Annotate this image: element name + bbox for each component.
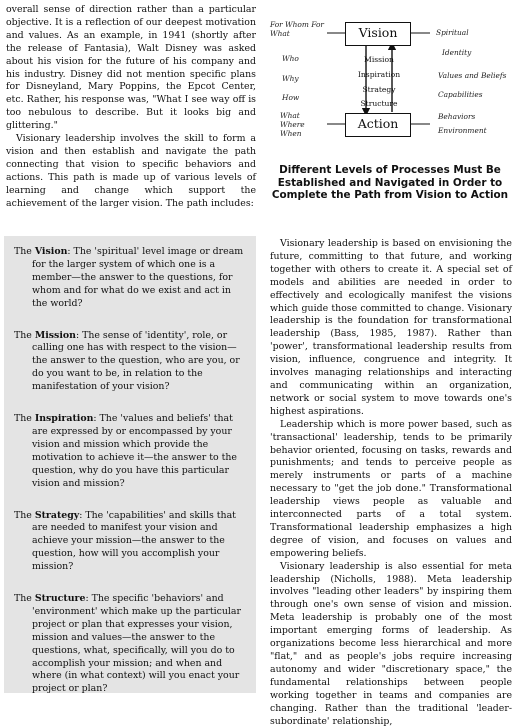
left-paragraph-2: Visionary leadership involves the skill to form a vision and then establish and navigate the path connecting that vision to specific behaviors and actions. This path is made up of various levels of learning and change which support the achievement of the larger vision. The path includes: [6, 133, 256, 209]
right-paragraph-2: Leadership which is more power based, such as 'transactional' leadership, tends to be primarily behavior oriented, focusing on tasks, rewards and punishments; and tends to perceive people as merely instruments or parts of a machine necessary to "get the job done." Transformational leadership views people as valuable and interconnected parts of a total system. Transformational leadership emphasizes a high degree of vision, and focuses on values and empowering beliefs. [270, 418, 512, 559]
vision-box: Vision [345, 22, 411, 46]
def-vision: : The 'spiritual' level image or dream for the larger system of which one is a member—the answer to the questions, for whom and for what do we exist and act in the world? [32, 246, 244, 309]
middle-label-strategy: Strategy [362, 85, 396, 94]
label-environment: Environment [438, 126, 487, 135]
label-spiritual: Spiritual [436, 28, 469, 37]
sidebar-item-mission: The Mission: The sense of 'identity', role, or calling one has with respect to the vision—the answer to the question, who are you, or do you want to be, in relation to the manifestation of your vision? [14, 329, 240, 393]
term-inspiration: Inspiration [34, 413, 94, 425]
path-levels-sidebar [4, 236, 256, 693]
right-column-text [270, 238, 512, 728]
middle-label-mission: Mission [364, 55, 394, 64]
label-why: Why [282, 74, 299, 83]
label-capabilities: Capabilities [438, 90, 483, 99]
sidebar-item-structure: The Structure: The specific 'behaviors' and 'environment' which make up the particular project or plan that expresses your vision, mission and values—the answer to the questions, what, specifically, will you do to accomplish your mission; and when and where (in what context) will you enact your project or plan? [14, 593, 241, 695]
def-structure: : The specific 'behaviors' and 'environment' which make up the particular project or plan that expresses your vision, mission and values—the answer to the questions, what, specifically, will you do to accomplish your mission; and when and where (in what context) will you enact your project or plan? [32, 593, 241, 695]
term-mission: Mission [34, 329, 76, 341]
left-column-text [6, 4, 256, 211]
right-paragraph-3: Visionary leadership is also essential for meta leadership (Nicholls, 1988). Meta leadership involves "leading other leaders" by inspiring them through one's own sense of vision and mission. Meta leadership is probably one of the most important emerging forms of leadership. As organizations become less hierarchical and more "flat," and as people's jobs require increasing autonomy and wider "discretionary space," the fundamental relationships between people working together in teams and companies are changing. Rather than the traditional 'leader-subordinate' relationship, [270, 560, 512, 727]
term-strategy: Strategy [34, 509, 80, 521]
diagram-caption: Different Levels of Processes Must Be Established and Navigated in Order to Complete the Path from Vision to Action [271, 164, 509, 201]
label-behaviors: Behaviors [438, 112, 476, 121]
label-who: Who [282, 54, 299, 63]
def-strategy: : The 'capabilities' and skills that are needed to manifest your vision and achieve your mission—the answer to the question, how will you accomplish your mission? [32, 509, 236, 573]
action-box: Action [345, 113, 411, 137]
def-inspiration: : The 'values and beliefs' that are expressed by or encompassed by your vision and mission which provide the motivation to achieve it—the answer to the question, why do you have this particular vision and mission? [32, 413, 237, 489]
label-for-whom: For Whom For What [270, 20, 324, 38]
term-vision: Vision [34, 246, 68, 257]
left-paragraph-1: overall sense of direction rather than a particular objective. It is a reflection of our deepest motivation and values. As an example, in 1941 (shortly after the release of Fantasia), Walt Disney was asked about his vision for the future of his company and his industry. Disney did not mention specific plans for Disneyland, Mary Poppins, the Epcot Center, etc. Rather, his response was, "What I see way off is too nebulous to describe. But it looks big and glittering." [6, 4, 256, 132]
sidebar-item-vision: The Vision: The 'spiritual' level image or dream for the larger system of which one is a member—the answer to the questions, for whom and for what do we exist and act in the world? [14, 246, 244, 309]
middle-label-structure: Structure [360, 99, 398, 108]
label-how: How [282, 93, 300, 102]
term-structure: Structure [34, 593, 86, 605]
label-values-beliefs: Values and Beliefs [438, 71, 507, 80]
sidebar-item-strategy: The Strategy: The 'capabilities' and skills that are needed to manifest your vision and achieve your mission—the answer to the question, how will you accomplish your mission? [14, 509, 236, 573]
sidebar-item-inspiration: The Inspiration: The 'values and beliefs' that are expressed by or encompassed by your vision and mission which provide the motivation to achieve it—the answer to the question, why do you have this particular vision and mission? [14, 413, 237, 489]
label-identity: Identity [442, 48, 472, 57]
def-mission: : The sense of 'identity', role, or calling one has with respect to the vision—the answer to the question, who are you, or do you want to be, in relation to the manifestation of your vision? [32, 329, 240, 393]
vision-action-diagram [270, 14, 510, 154]
middle-label-inspiration: Inspiration [357, 70, 401, 79]
right-paragraph-1: Visionary leadership is based on envisioning the future, committing to that future, and working together with others to create it. A special set of models and abilities are needed in order to effectively and ecologically manifest the visions which guide those committed to change. Visionary leadership is the foundation for transformational leadership (Bass, 1985, 1987). Rather than 'power', transformational leadership results from vision, influence, congruence and integrity. It involves managing relationships and interacting and communicating within an organization, network or social system to move towards one's highest aspirations. [270, 238, 512, 417]
label-what-where-when: What Where When [280, 111, 305, 138]
